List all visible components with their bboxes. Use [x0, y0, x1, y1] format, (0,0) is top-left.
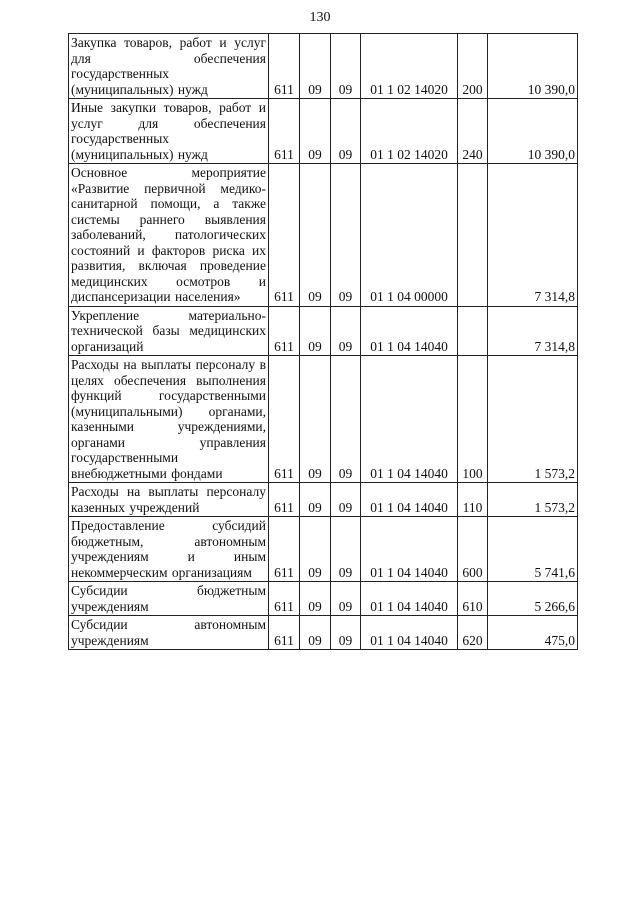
- section-code: 09: [300, 164, 331, 307]
- table-row: [69, 483, 578, 517]
- row-name: Иные закупки товаров, работ и услуг для обеспечения государственных (муниципальных) нужд: [69, 99, 269, 164]
- table-row: [69, 517, 578, 582]
- expense-type-code: 200: [458, 34, 488, 99]
- expense-type-code: 600: [458, 517, 488, 582]
- target-article-code: 01 1 04 14040: [361, 306, 458, 356]
- expense-type-code: 620: [458, 616, 488, 650]
- subsection-code: 09: [331, 356, 361, 483]
- section-code: 09: [300, 483, 331, 517]
- ministry-code: 611: [269, 34, 300, 99]
- ministry-code: 611: [269, 356, 300, 483]
- target-article-code: 01 1 04 14040: [361, 356, 458, 483]
- expense-type-code: [458, 164, 488, 307]
- target-article-code: 01 1 04 14040: [361, 616, 458, 650]
- expense-type-code: 110: [458, 483, 488, 517]
- ministry-code: 611: [269, 582, 300, 616]
- amount: 7 314,8: [488, 306, 578, 356]
- subsection-code: 09: [331, 99, 361, 164]
- table-row: [69, 616, 578, 650]
- subsection-code: 09: [331, 483, 361, 517]
- ministry-code: 611: [269, 616, 300, 650]
- section-code: 09: [300, 34, 331, 99]
- section-code: 09: [300, 99, 331, 164]
- amount: 10 390,0: [488, 99, 578, 164]
- section-code: 09: [300, 582, 331, 616]
- section-code: 09: [300, 306, 331, 356]
- amount: 5 266,6: [488, 582, 578, 616]
- expense-type-code: 610: [458, 582, 488, 616]
- section-code: 09: [300, 356, 331, 483]
- amount: 475,0: [488, 616, 578, 650]
- target-article-code: 01 1 02 14020: [361, 34, 458, 99]
- target-article-code: 01 1 04 14040: [361, 582, 458, 616]
- amount: 7 314,8: [488, 164, 578, 307]
- table-row: [69, 582, 578, 616]
- expense-type-code: [458, 306, 488, 356]
- row-name: Расходы на выплаты персоналу казенных учреждений: [69, 483, 269, 517]
- amount: 1 573,2: [488, 356, 578, 483]
- subsection-code: 09: [331, 306, 361, 356]
- subsection-code: 09: [331, 164, 361, 307]
- row-name: Субсидии автономным учреждениям: [69, 616, 269, 650]
- subsection-code: 09: [331, 34, 361, 99]
- page-number: 130: [309, 10, 331, 25]
- expense-type-code: 240: [458, 99, 488, 164]
- row-name: Расходы на выплаты персоналу в целях обеспечения выполнения функций государственными (муниципальными) органами, казенными учреждениями, органами управления государственными внебюджетными фондами: [69, 356, 269, 483]
- row-name: Предоставление субсидий бюджетным, автономным учреждениям и иным некоммерческим организациям: [69, 517, 269, 582]
- budget-table: [68, 33, 578, 650]
- table-row: [69, 306, 578, 356]
- section-code: 09: [300, 517, 331, 582]
- row-name: Закупка товаров, работ и услуг для обеспечения государственных (муниципальных) нужд: [69, 34, 269, 99]
- target-article-code: 01 1 02 14020: [361, 99, 458, 164]
- table-row: [69, 34, 578, 99]
- ministry-code: 611: [269, 483, 300, 517]
- ministry-code: 611: [269, 164, 300, 307]
- amount: 1 573,2: [488, 483, 578, 517]
- ministry-code: 611: [269, 517, 300, 582]
- ministry-code: 611: [269, 99, 300, 164]
- amount: 10 390,0: [488, 34, 578, 99]
- section-code: 09: [300, 616, 331, 650]
- table-row: [69, 356, 578, 483]
- amount: 5 741,6: [488, 517, 578, 582]
- target-article-code: 01 1 04 14040: [361, 483, 458, 517]
- subsection-code: 09: [331, 616, 361, 650]
- row-name: Основное мероприятие «Развитие первичной медико-санитарной помощи, а также системы раннего выявления заболеваний, патологических состояний и факторов риска их развития, включая проведение медицинских осмотров и диспансеризации населения»: [69, 164, 269, 307]
- expense-type-code: 100: [458, 356, 488, 483]
- ministry-code: 611: [269, 306, 300, 356]
- subsection-code: 09: [331, 582, 361, 616]
- table-row: [69, 164, 578, 307]
- table-body: [69, 34, 578, 650]
- row-name: Субсидии бюджетным учреждениям: [69, 582, 269, 616]
- subsection-code: 09: [331, 517, 361, 582]
- target-article-code: 01 1 04 14040: [361, 517, 458, 582]
- row-name: Укрепление материально-технической базы медицинских организаций: [69, 306, 269, 356]
- table-row: [69, 99, 578, 164]
- target-article-code: 01 1 04 00000: [361, 164, 458, 307]
